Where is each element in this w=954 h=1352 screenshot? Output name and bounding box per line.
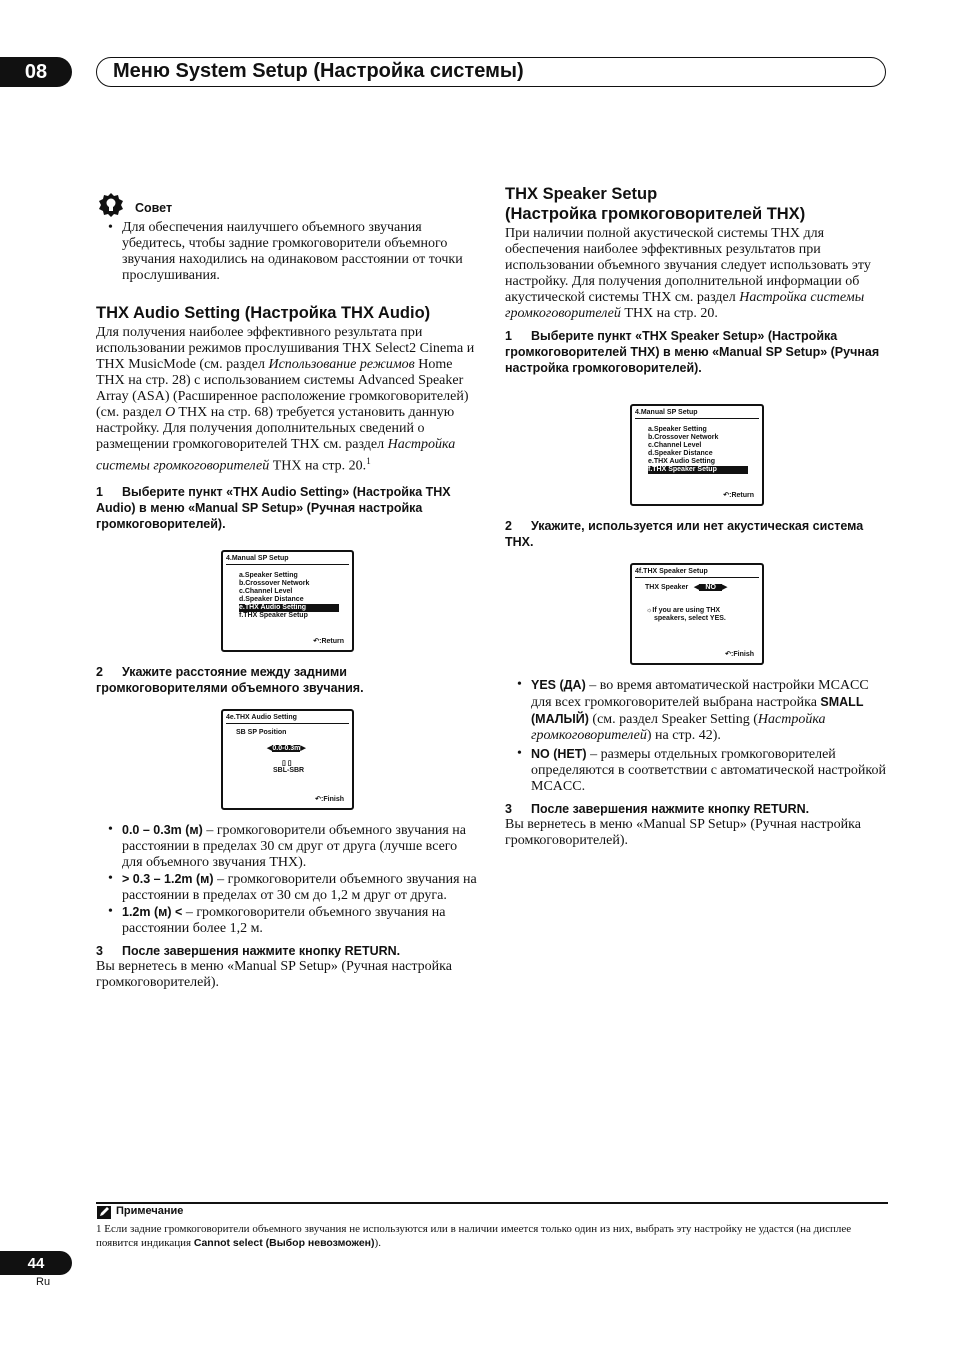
bullet-term: YES (ДА) xyxy=(531,678,586,692)
left-intro xyxy=(96,325,481,475)
osd-caption: 4e.THX Audio Setting xyxy=(226,714,349,724)
left-intro-ref: Использование режимов xyxy=(268,357,415,372)
right-step-3 xyxy=(505,801,888,817)
right-column-bottom xyxy=(505,677,888,849)
bullet-text: – громкоговорители объемного звучания на расстоянии более 1,2 м. xyxy=(122,905,446,936)
left-intro-text: Home THX на стр. 28) с использованием системы Advanced Speaker Array (ASA) (Расширенное расположение громкоговорителей) (см. раздел xyxy=(96,357,469,420)
osd-footer-label: :Finish xyxy=(731,651,754,658)
bullet-term: NO (НЕТ) xyxy=(531,747,587,761)
osd-menu-item: a.Speaker Setting xyxy=(648,426,707,433)
bullet-item xyxy=(96,822,481,871)
section-heading-thx-speaker: THX Speaker Setup xyxy=(505,185,658,203)
bullet-item xyxy=(505,746,888,795)
return-icon: ↶ xyxy=(723,492,730,499)
right-intro xyxy=(505,226,888,322)
osd-footer-label: :Finish xyxy=(321,796,344,803)
osd-label: THX Speaker xyxy=(645,584,689,591)
step-number: 3 xyxy=(505,802,512,816)
bullet-text: – размеры отдельных громкоговорителей определяются в соответствии с автоматической настройкой MCACC. xyxy=(531,747,886,794)
left-intro-text: Для получения наиболее эффективного результата при использовании режимов прослушивания THX Select2 Cinema и THX MusicMode (см. раздел xyxy=(96,325,475,372)
step-number: 1 xyxy=(505,329,512,343)
step-text: Укажите расстояние между задними громкоговорителями объемного звучания. xyxy=(96,665,364,695)
page-number-badge xyxy=(0,1251,72,1275)
osd-footer xyxy=(725,651,754,659)
tip-label: Совет xyxy=(135,201,173,215)
right-intro-text: THX на стр. 20. xyxy=(620,306,718,321)
bullet-text: (см. раздел Speaker Setting ( xyxy=(588,712,758,727)
osd-value: 0.0-0.3m xyxy=(272,745,301,752)
osd-menu-item: b.Crossover Network xyxy=(648,434,719,441)
chapter-number: 08 xyxy=(24,60,48,83)
step-number: 3 xyxy=(96,944,103,958)
step-text: Укажите, используется или нет акустическая система THX. xyxy=(505,519,864,549)
step-number: 1 xyxy=(96,484,103,499)
osd-hint-line: speakers, select YES. xyxy=(654,615,726,622)
bullet-term: > 0.3 – 1.2m (м) xyxy=(122,872,214,886)
bullet-item xyxy=(96,904,481,937)
tip-text: • Для обеспечения наилучшего объемного звучания убедитесь, чтобы задние громкоговорители объемного звучания находились на одинаковом расстоянии от точки прослушивания. xyxy=(96,220,481,284)
arrow-left-icon: ◀ xyxy=(267,745,273,752)
chapter-title: Меню System Setup (Настройка системы) xyxy=(113,60,524,82)
left-intro-ref: O xyxy=(165,405,176,420)
osd-label: SBL-SBR xyxy=(273,767,305,774)
osd-line: SB SP Position xyxy=(236,729,287,736)
osd-caption: 4.Manual SP Setup xyxy=(226,555,349,565)
left-intro-text: THX на стр. 68) требуется установить данную настройку. Для получения дополнительных сведений о размещении громкоговорителей THX см. раздел xyxy=(96,405,455,452)
return-icon: ↶ xyxy=(315,796,322,803)
left-column-bottom xyxy=(96,822,481,991)
osd-hint xyxy=(646,607,720,615)
right-step-2 xyxy=(505,518,888,550)
page-number: 44 xyxy=(27,1254,45,1272)
osd-menu-item-selected: e.THX Audio Setting xyxy=(239,604,339,612)
note-text-part: ). xyxy=(374,1237,381,1249)
note-divider xyxy=(96,1202,888,1204)
tip-bulb-icon: ☼ xyxy=(646,607,653,614)
osd-menu-item: d.Speaker Distance xyxy=(239,596,304,603)
bullet-text: – громкоговорители объемного звучания на расстоянии в пределах 30 см друг от друга (лучше всего для объемного звучания THX). xyxy=(122,823,466,870)
step-number: 2 xyxy=(505,519,512,533)
right-column xyxy=(505,184,888,376)
osd-footer xyxy=(313,638,344,646)
arrow-left-icon: ◀ xyxy=(694,584,700,591)
left-column xyxy=(96,220,481,532)
step-text: После завершения нажмите кнопку RETURN. xyxy=(531,802,810,816)
left-column-step2 xyxy=(96,664,481,696)
step-number: 2 xyxy=(96,665,103,679)
bullet-term: SMALL (МАЛЫЙ) xyxy=(531,695,864,726)
right-intro-ref: Настройка системы громкоговорителей xyxy=(505,290,865,321)
left-after-text: Вы вернетесь в меню «Manual SP Setup» (Ручная настройка громкоговорителей). xyxy=(96,959,452,990)
osd-menu-item: c.Channel Level xyxy=(648,442,702,449)
osd-caption: 4f.THX Speaker Setup xyxy=(635,568,759,578)
language-code: Ru xyxy=(36,1276,51,1288)
return-icon: ↶ xyxy=(313,638,320,645)
osd-footer-label: :Return xyxy=(729,492,754,499)
note-label: Примечание xyxy=(116,1205,184,1217)
bullet-text: ) на стр. 42). xyxy=(646,728,721,743)
bullet-item xyxy=(96,871,481,904)
osd-footer xyxy=(315,796,344,804)
note-text xyxy=(96,1222,888,1250)
osd-menu xyxy=(648,426,748,474)
section-heading-thx-audio: THX Audio Setting (Настройка THX Audio) xyxy=(96,304,431,322)
bullet-item xyxy=(505,677,888,744)
arrow-right-icon: ▶ xyxy=(300,745,306,752)
step-text: Выберите пункт «THX Audio Setting» (Настройка THX Audio) в меню «Manual SP Setup» (Ручная настройка громкоговорителей). xyxy=(96,484,451,531)
arrow-right-icon: ▶ xyxy=(721,584,728,591)
osd-hint-line: If you are using THX xyxy=(652,607,721,614)
osd-footer-label: :Return xyxy=(319,638,344,645)
chapter-title-box xyxy=(96,57,886,87)
osd-menu-item-selected: f.THX Speaker Setup xyxy=(648,466,748,474)
right-intro-text: При наличии полной акустической системы THX для обеспечения наиболее эффективных результатов при использовании объемного звучания следует использовать эту настройку. Для получения дополнительной информации об акустической системы THX см. раздел xyxy=(505,226,871,305)
left-intro-ref: Настройка системы громкоговорителей xyxy=(96,437,456,474)
step-text: Выберите пункт «THX Speaker Setup» (Настройка громкоговорителей THX) в меню «Manual SP Setup» (Ручная настройка громкоговорителей). xyxy=(505,329,880,375)
footnote-marker: 1 xyxy=(366,456,371,466)
note-text-part: 1 Если задние громкоговорители объемного звучания не используются или в наличии имеется только один из них, выбрать эту настройку не удастся (на дисплее появится индикация xyxy=(96,1223,852,1249)
osd-screen-thx-speaker-setup xyxy=(630,563,764,665)
section-subheading-thx-speaker: (Настройка громкоговорителей THX) xyxy=(505,205,806,223)
bullet-term: 0.0 – 0.3m (м) xyxy=(122,823,203,837)
osd-screen-manual-sp-setup xyxy=(221,550,354,652)
osd-menu-item: c.Channel Level xyxy=(239,588,293,595)
osd-caption: 4.Manual SP Setup xyxy=(635,409,759,419)
bullet-text: – громкоговорители объемного звучания на расстоянии в пределах от 30 см до 1,2 м друг от друга. xyxy=(122,872,477,903)
left-step-3 xyxy=(96,943,481,959)
osd-menu xyxy=(239,572,339,620)
step-text: После завершения нажмите кнопку RETURN. xyxy=(122,944,401,958)
osd-screen-manual-sp-setup-right xyxy=(630,404,764,506)
right-after-text: Вы вернетесь в меню «Manual SP Setup» (Ручная настройка громкоговорителей). xyxy=(505,817,861,848)
osd-menu-item: a.Speaker Setting xyxy=(239,572,298,579)
lightbulb-icon xyxy=(97,191,125,219)
note-pencil-icon xyxy=(97,1206,111,1219)
left-intro-text: THX на стр. 20. xyxy=(269,458,367,474)
osd-line xyxy=(645,584,727,592)
osd-value: NO xyxy=(699,584,722,591)
bullet-ref: Настройка громкоговорителей xyxy=(531,712,826,743)
return-icon: ↶ xyxy=(725,651,732,658)
osd-screen-thx-audio-setting xyxy=(221,709,354,810)
osd-menu-item: e.THX Audio Setting xyxy=(648,458,716,465)
left-step-1 xyxy=(96,484,481,532)
note-indicator: Cannot select (Выбор невозможен) xyxy=(193,1237,375,1249)
right-column-step2 xyxy=(505,518,888,550)
bullet-term: 1.2m (м) < xyxy=(122,905,183,919)
right-step-1 xyxy=(505,328,888,376)
osd-menu-item: b.Crossover Network xyxy=(239,580,310,587)
speaker-pair-icon: ▯ ▯ xyxy=(282,760,292,767)
osd-value-selector xyxy=(267,745,306,753)
left-step-2 xyxy=(96,664,481,696)
osd-footer xyxy=(723,492,754,500)
bullet-text: – во время автоматической настройки MCACC для всех громкоговорителей выбрана настройка xyxy=(531,678,869,710)
chapter-number-badge xyxy=(0,57,72,87)
osd-menu-item: f.THX Speaker Setup xyxy=(239,612,308,619)
osd-menu-item: d.Speaker Distance xyxy=(648,450,713,457)
